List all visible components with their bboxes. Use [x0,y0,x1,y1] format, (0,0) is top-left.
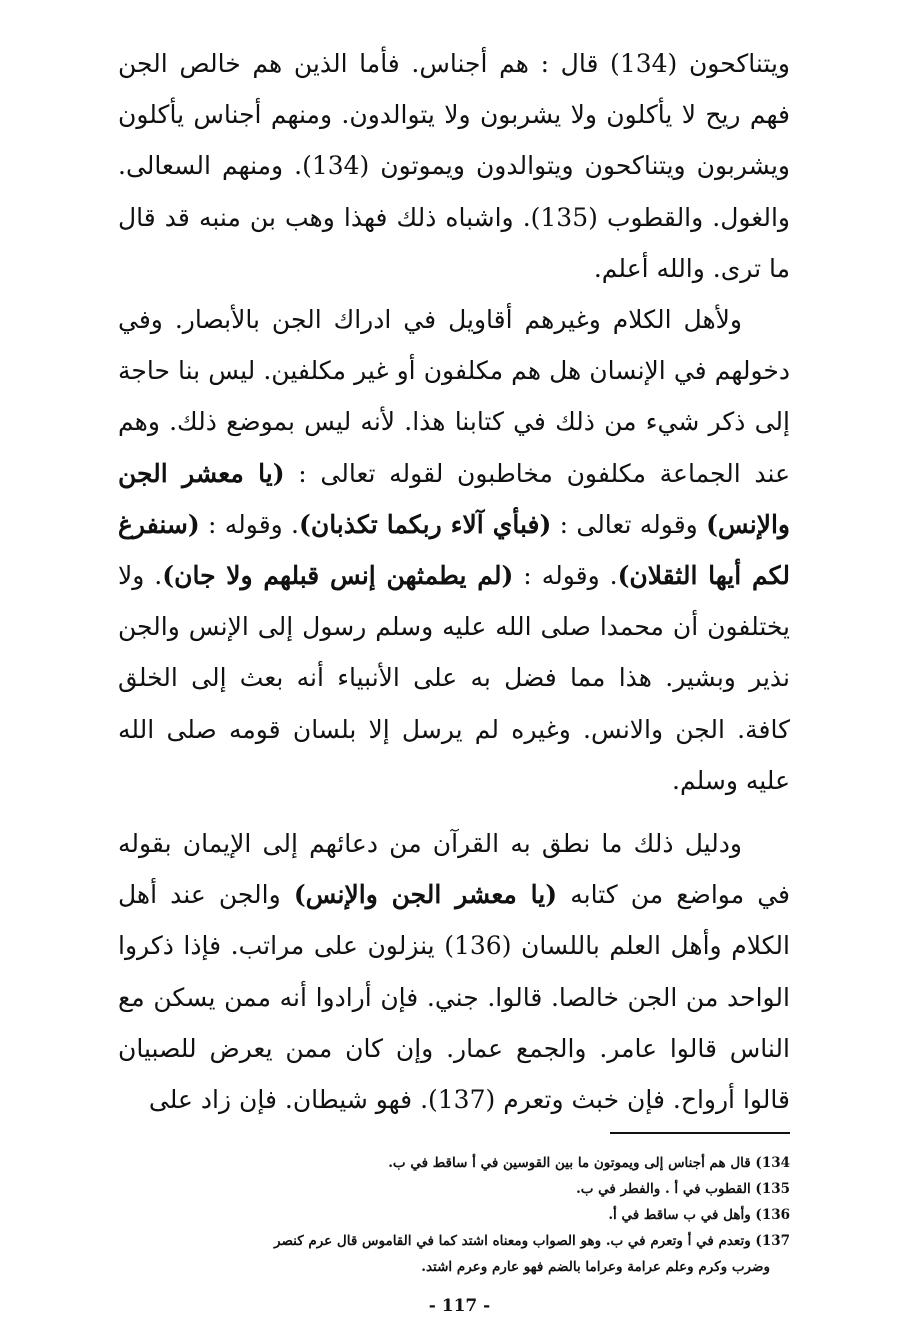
page-number: - 117 - [428,1296,491,1316]
footnote-separator [610,1132,790,1134]
quran-quote: (يا معشر الجن والإنس) [293,880,558,910]
quran-quote: (فبأي آلاء ربكما تكذبان) [299,509,552,539]
text-segment: ودليل ذلك ما نطق به القرآن من دعائهم إلى الإيمان بقوله في مواضع من كتابه [118,829,791,910]
text-segment: وقوله تعالى : [551,509,707,539]
body-text [118,38,790,1125]
footnote-136: 136) وأهل في ب ساقط في أ. [608,1207,790,1223]
paragraph-3 [118,818,790,1125]
footnotes [118,1150,790,1280]
footnote-134: 134) قال هم أجناس إلى ويموتون ما بين القوسين في أ ساقط في ب. [388,1155,790,1171]
paragraph-1 [118,38,790,294]
text-segment: . ولا يختلفون أن محمدا صلى الله عليه وسلم رسول إلى الإنس والجن نذير وبشير. هذا مما فضل به على الأنبياء أنه بعث إلى الخلق كافة. الجن والانس. وغيره لم يرسل إلا بلسان قومه صلى الله عليه وسلم. [118,561,790,795]
text-segment: والجن عند أهل الكلام وأهل العلم باللسان (136) ينزلون على مراتب. فإذا ذكروا الواحد من الجن خالصا. قالوا. جني. فإن أرادوا أنه ممن يسكن مع الناس قالوا عامر. والجمع عمار. وإن كان ممن يعرض للصبيان قالوا أرواح. فإن خبث وتعرم (137). فهو شيطان. فإن زاد على [118,880,790,1115]
quran-quote: (لم يطمثهن إنس قبلهم ولا جان) [162,561,514,591]
quran-quote: (يا معشر الجن والإنس) [118,458,790,539]
text-segment: . وقوله : [513,561,618,591]
paragraph-2 [118,294,790,806]
text-segment: . وقوله : [199,509,299,539]
text-segment: ولأهل الكلام وغيرهم أقاويل في ادراك الجن بالأبصار. وفي دخولهم في الإنسان هل هم مكلفون أو غير مكلفين. ليس بنا حاجة إلى ذكر شيء من ذلك في كتابنا هذا. لأنه ليس بموضع ذلك. وهم عند الجماعة مكلفون مخاطبون لقوله تعالى : [118,305,791,488]
footnote-137: 137) وتعدم في أ وتعرم في ب. وهو الصواب ومعناه اشتد كما في القاموس قال عرم كنصر [274,1233,790,1249]
quran-quote: (سنفرغ لكم أيها الثقلان) [118,509,791,591]
footnote-135: 135) القطوب في أ . والفطر في ب. [576,1181,790,1197]
footnote-137-continued: وضرب وكرم وعلم عرامة وعراما بالضم فهو عارم وعرم اشتد. [421,1259,770,1275]
text-segment: ويتناكحون (134) قال : هم أجناس. فأما الذين هم خالص الجن فهم ريح لا يأكلون ولا يشربون ولا يتوالدون. ومنهم أجناس يأكلون ويشربون ويتناكحون ويتوالدون ويموتون (134). ومنهم السعالى. والغول. والقطوب (135). واشباه ذلك فهذا وهب بن منبه قد قال ما ترى. والله أعلم. [118,49,790,283]
